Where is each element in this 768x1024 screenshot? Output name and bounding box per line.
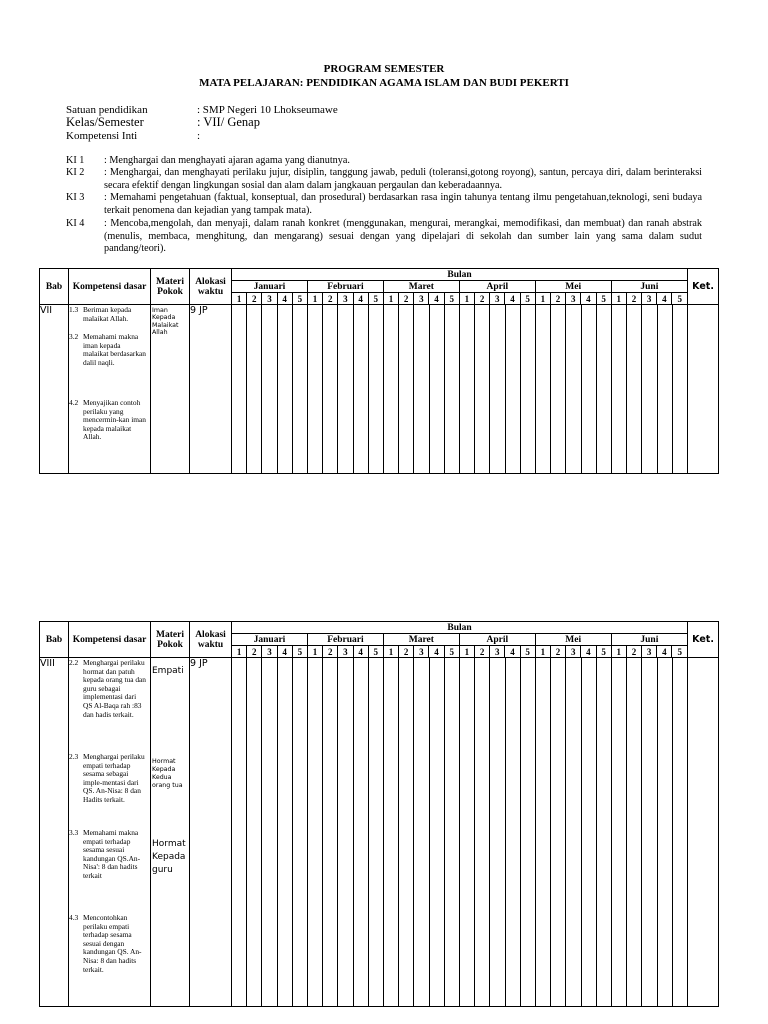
- week-number: 5: [292, 293, 307, 305]
- schedule-cell: [369, 305, 384, 473]
- week-number: 2: [323, 293, 338, 305]
- schedule-cell: [293, 305, 308, 473]
- week-number: 2: [399, 293, 414, 305]
- schedule-cell: [354, 658, 369, 1006]
- ki-code: KI 2: [66, 167, 85, 178]
- schedule-cell: [278, 658, 293, 1006]
- week-number: 5: [672, 293, 688, 305]
- ki-text: : Memahami pengetahuan (faktual, konseptual, dan prosedural) berdasarkan rasa ingin tahunya tentang ilmu pengetahuan,teknologi, seni budaya terkait penomena dan kejadian yang tampak mata).: [104, 192, 702, 216]
- schedule-cell: [642, 658, 657, 1006]
- kelas-value: : VII/ Genap: [197, 115, 260, 129]
- week-number: 4: [429, 293, 444, 305]
- kd-number: 3.3: [69, 828, 79, 837]
- week-number: 3: [338, 293, 353, 305]
- week-number: 3: [642, 293, 657, 305]
- schedule-cell: [536, 658, 551, 1006]
- month-mei: Mei: [535, 634, 611, 646]
- schedule-cell: [308, 658, 323, 1006]
- table-row: [40, 305, 719, 474]
- kd-text: Mencontohkan perilaku empati terhadap sesama sesuai dengan kandungan QS. An-Nisa: 8 dan hadits terkait.: [83, 913, 142, 974]
- ket-cell: [688, 658, 719, 1007]
- week-number: 4: [429, 646, 444, 658]
- header-alokasi: Alokasi waktu: [190, 269, 232, 305]
- week-number: 4: [581, 646, 596, 658]
- week-number: 5: [672, 646, 688, 658]
- week-number: 1: [459, 293, 474, 305]
- kd-number: 1.3: [69, 305, 79, 314]
- header-bulan: Bulan: [232, 622, 688, 634]
- kd-number: 4.2: [69, 398, 79, 407]
- month-maret: Maret: [383, 281, 459, 293]
- schedule-cell: [597, 305, 612, 473]
- kd-text: Menghargai perilaku empati terhadap sesama sebagai imple-mentasi dari QS. An-Nisa: 8 dan Hadits terkait.: [83, 752, 145, 804]
- schedule-cell: [262, 305, 277, 473]
- schedule-cell: [430, 658, 445, 1006]
- schedule-cell: [566, 658, 581, 1006]
- week-number: 3: [490, 293, 505, 305]
- schedule-cell: [445, 305, 460, 473]
- week-number: 1: [232, 646, 247, 658]
- schedule-cell: [384, 305, 399, 473]
- week-number: 2: [550, 293, 565, 305]
- kd-cell: [69, 658, 151, 1007]
- header-kd: Kompetensi dasar: [69, 622, 151, 658]
- ki-label: Kompetensi Inti: [66, 130, 138, 142]
- month-april: April: [459, 281, 535, 293]
- week-number: 3: [338, 646, 353, 658]
- materi-cell: [151, 658, 190, 1007]
- week-number: 4: [581, 293, 596, 305]
- week-number: 5: [596, 646, 611, 658]
- schedule-cell: [536, 305, 551, 473]
- week-number: 1: [535, 293, 550, 305]
- ki-code: KI 1: [66, 155, 85, 166]
- schedule-cell: [308, 305, 323, 473]
- schedule-cell: [247, 305, 262, 473]
- materi-cell: [151, 305, 190, 474]
- schedule-cell: [232, 658, 247, 1006]
- week-number: 4: [277, 293, 292, 305]
- schedule-cell: [490, 305, 505, 473]
- kd-cell: [69, 305, 151, 474]
- table-row: [40, 658, 719, 1007]
- week-number: 4: [505, 293, 520, 305]
- kd-number: 2.3: [69, 752, 79, 761]
- schedule-cell: [582, 658, 597, 1006]
- satuan-label: Satuan pendidikan: [66, 104, 148, 116]
- header-ket: Ket.: [688, 269, 719, 305]
- schedule-cells: [232, 658, 688, 1007]
- materi-text: Empati: [152, 666, 184, 676]
- week-number: 2: [626, 293, 641, 305]
- schedule-cell: [414, 305, 429, 473]
- week-number: 1: [611, 646, 626, 658]
- schedule-cell: [490, 658, 505, 1006]
- week-number: 2: [323, 646, 338, 658]
- week-number: 2: [475, 293, 490, 305]
- schedule-cell: [582, 305, 597, 473]
- week-number: 5: [596, 293, 611, 305]
- kd-number: 2.2: [69, 658, 79, 667]
- week-number: 5: [368, 646, 383, 658]
- header-kd: Kompetensi dasar: [69, 269, 151, 305]
- schedule-cell: [597, 658, 612, 1006]
- month-juni: Juni: [611, 634, 687, 646]
- week-number: 2: [626, 646, 641, 658]
- ki-value: :: [197, 130, 201, 142]
- schedule-cell: [247, 658, 262, 1006]
- kelas-label: Kelas/Semester: [66, 115, 144, 129]
- schedule-cell: [445, 658, 460, 1006]
- month-maret: Maret: [383, 634, 459, 646]
- week-number: 3: [490, 646, 505, 658]
- kd-text: Beriman kepada malaikat Allah.: [83, 305, 132, 323]
- schedule-cell: [399, 305, 414, 473]
- schedule-cell: [521, 658, 536, 1006]
- schedule-cell: [658, 305, 673, 473]
- schedule-cell: [642, 305, 657, 473]
- schedule-cell: [262, 658, 277, 1006]
- document-subtitle: MATA PELAJARAN: PENDIDIKAN AGAMA ISLAM DAN BUDI PEKERTI: [199, 77, 569, 89]
- schedule-cell: [278, 305, 293, 473]
- week-number: 1: [535, 646, 550, 658]
- kd-text: Memahami makna iman kepada malaikat berdasarkan dalil naqli.: [83, 332, 146, 367]
- ki-text: : Mencoba,mengolah, dan menyaji, dalam ranah konkret (menggunakan, mengurai, merangkai, memodifikasi, dan membuat) dan ranah abstrak (menulis, membaca, menghitung, dan mengarang) sesuai dengan yang dipelajari di sekolah dan sumber lain yang sama dalam sudut pandang/teori).: [104, 218, 702, 254]
- schedule-cell: [460, 305, 475, 473]
- header-alokasi: Alokasi waktu: [190, 622, 232, 658]
- week-number: 3: [262, 646, 277, 658]
- week-number: 2: [247, 293, 262, 305]
- schedule-cell: [338, 305, 353, 473]
- week-number: 1: [307, 646, 322, 658]
- alokasi-cell: 9 JP: [190, 305, 232, 474]
- month-januari: Januari: [232, 281, 308, 293]
- program-semester-table-2: [39, 621, 719, 1007]
- schedule-cell: [521, 305, 536, 473]
- schedule-cell: [506, 305, 521, 473]
- schedule-cell: [323, 658, 338, 1006]
- schedule-cell: [369, 658, 384, 1006]
- materi-text: Hormat Kepada Kedua orang tua: [152, 758, 183, 789]
- schedule-cell: [551, 658, 566, 1006]
- week-number: 5: [444, 293, 459, 305]
- schedule-cell: [566, 305, 581, 473]
- week-number: 3: [566, 293, 581, 305]
- alokasi-cell: 9 JP: [190, 658, 232, 1007]
- week-number: 3: [414, 293, 429, 305]
- header-bab: Bab: [40, 622, 69, 658]
- schedule-cell: [338, 658, 353, 1006]
- week-number: 1: [383, 293, 398, 305]
- month-februari: Februari: [307, 281, 383, 293]
- kd-number: 4.3: [69, 913, 79, 922]
- week-number: 4: [277, 646, 292, 658]
- week-number: 2: [247, 646, 262, 658]
- week-number: 2: [550, 646, 565, 658]
- header-materi: Materi Pokok: [151, 269, 190, 305]
- week-number: 1: [232, 293, 247, 305]
- kd-text: Menghargai perilaku hormat dan patuh kepada orang tua dan guru sebagai implementasi dari QS Al-Baqa rah :83 dan hadis terkait.: [83, 658, 146, 719]
- schedule-cell: [627, 658, 642, 1006]
- schedule-cell: [612, 658, 627, 1006]
- header-bulan: Bulan: [232, 269, 688, 281]
- month-juni: Juni: [611, 281, 687, 293]
- schedule-cell: [658, 658, 673, 1006]
- week-number: 4: [353, 646, 368, 658]
- week-number: 4: [657, 646, 672, 658]
- week-number: 4: [657, 293, 672, 305]
- schedule-cell: [551, 305, 566, 473]
- schedule-cell: [430, 305, 445, 473]
- schedule-cell: [232, 305, 247, 473]
- week-number: 4: [353, 293, 368, 305]
- schedule-cell: [673, 305, 687, 473]
- schedule-cell: [460, 658, 475, 1006]
- program-semester-table-1: [39, 268, 719, 474]
- week-number: 5: [292, 646, 307, 658]
- schedule-cell: [384, 658, 399, 1006]
- document-title: PROGRAM SEMESTER: [323, 63, 445, 75]
- month-januari: Januari: [232, 634, 308, 646]
- month-mei: Mei: [535, 281, 611, 293]
- schedule-cells: [232, 305, 688, 474]
- schedule-cell: [475, 305, 490, 473]
- materi-text: Hormat Kepada guru: [152, 839, 186, 875]
- bab-cell: VII: [40, 305, 69, 474]
- week-number: 1: [307, 293, 322, 305]
- ki-code: KI 4: [66, 218, 85, 229]
- schedule-cell: [673, 658, 687, 1006]
- week-number: 5: [520, 646, 535, 658]
- ki-text: : Menghargai dan menghayati ajaran agama yang dianutnya.: [104, 155, 350, 166]
- schedule-cell: [414, 658, 429, 1006]
- month-april: April: [459, 634, 535, 646]
- header-bab: Bab: [40, 269, 69, 305]
- ki-code: KI 3: [66, 192, 85, 203]
- week-number: 5: [444, 646, 459, 658]
- header-ket: Ket.: [688, 622, 719, 658]
- week-number: 5: [368, 293, 383, 305]
- week-number: 3: [262, 293, 277, 305]
- materi-text: Iman Kepada Malaikat Allah: [152, 307, 179, 337]
- ket-cell: [688, 305, 719, 474]
- schedule-cell: [506, 658, 521, 1006]
- schedule-cell: [293, 658, 308, 1006]
- schedule-cell: [475, 658, 490, 1006]
- week-number: 5: [520, 293, 535, 305]
- schedule-cell: [323, 305, 338, 473]
- kd-text: Menyajikan contoh perilaku yang mencermin-kan iman kepada malaikat Allah.: [83, 398, 147, 442]
- kd-number: 3.2: [69, 332, 79, 341]
- schedule-cell: [627, 305, 642, 473]
- ki-text: : Menghargai, dan menghayati perilaku jujur, disiplin, tanggung jawab, peduli (toleransi,gotong royong), santun, percaya diri, dalam berinteraksi secara efektif dengan lingkungan sosial dan alam dalam jangkauan pergaulan dan keberadaannya.: [104, 167, 702, 191]
- schedule-cell: [612, 305, 627, 473]
- satuan-value: : SMP Negeri 10 Lhokseumawe: [197, 104, 338, 116]
- week-number: 3: [642, 646, 657, 658]
- bab-cell: VIII: [40, 658, 69, 1007]
- week-number: 1: [611, 293, 626, 305]
- week-number: 4: [505, 646, 520, 658]
- week-number: 2: [399, 646, 414, 658]
- schedule-cell: [399, 658, 414, 1006]
- week-number: 3: [566, 646, 581, 658]
- week-number: 1: [459, 646, 474, 658]
- week-number: 3: [414, 646, 429, 658]
- schedule-cell: [354, 305, 369, 473]
- week-number: 1: [383, 646, 398, 658]
- kd-text: Memahami makna empati terhadap sesama sesuai kandungan QS.An-Nisa': 8 dan hadits terkait: [83, 828, 141, 880]
- week-number: 2: [475, 646, 490, 658]
- month-februari: Februari: [307, 634, 383, 646]
- header-materi: Materi Pokok: [151, 622, 190, 658]
